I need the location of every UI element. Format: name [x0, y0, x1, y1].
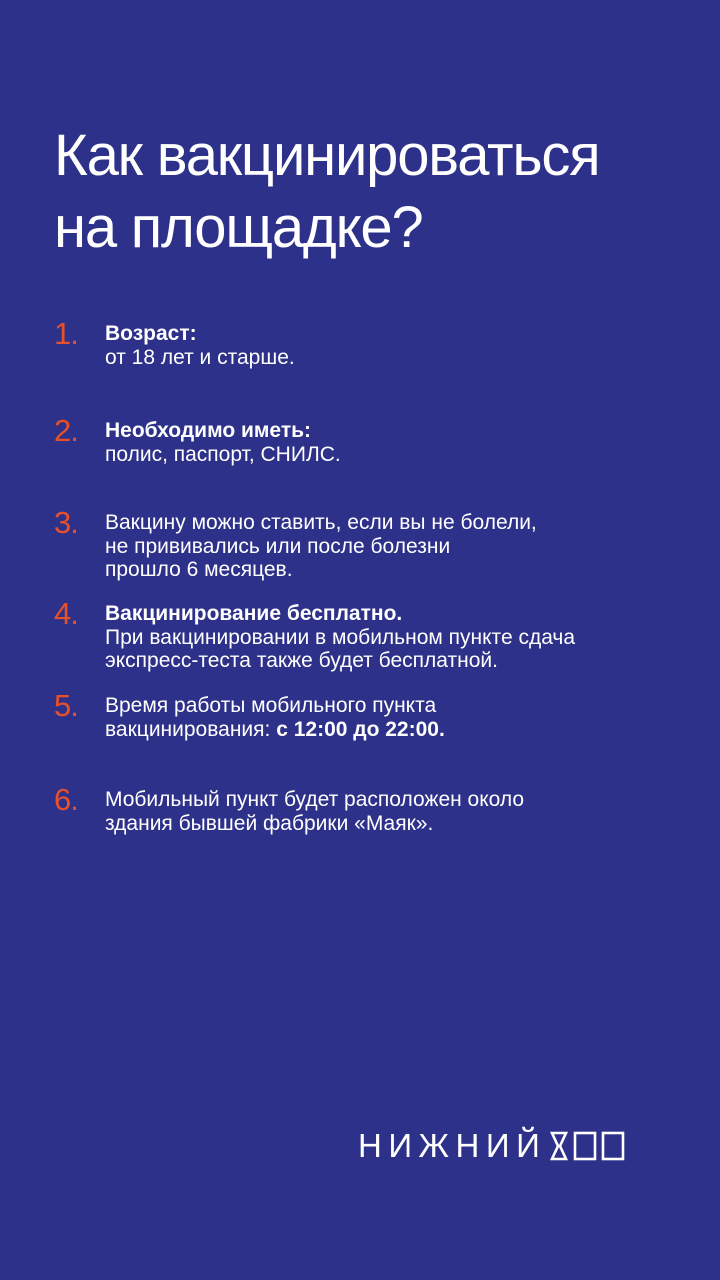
hours-value: с 12:00 до 22:00.: [276, 717, 445, 741]
item-line: прошло 6 месяцев.: [105, 558, 293, 581]
item-text: [105, 694, 685, 741]
item-line: Вакцину можно ставить, если вы не болели,: [105, 511, 537, 534]
item-text: [105, 419, 685, 466]
item-line: не прививались или после болезни: [105, 534, 451, 558]
hours-prefix: вакцинирования:: [105, 717, 277, 741]
nizhny-800-mark-icon: [548, 1130, 626, 1162]
logo-text: НИЖНИЙ: [358, 1127, 547, 1164]
item-number: 3.: [54, 505, 78, 540]
item-line: здания бывшей фабрики «Маяк».: [105, 811, 434, 835]
item-text: [105, 322, 685, 369]
page-title: [54, 120, 694, 264]
item-line: При вакцинировании в мобильном пункте сдача: [105, 625, 576, 649]
item-line: Время работы мобильного пункта: [105, 694, 437, 717]
item-text: [105, 788, 685, 835]
item-number: 4.: [54, 596, 78, 631]
item-number: 2.: [54, 413, 78, 448]
item-heading: Возраст:: [105, 322, 197, 345]
item-text: [105, 511, 685, 582]
item-number: 6.: [54, 782, 78, 817]
title-line-2: на площадке?: [54, 195, 423, 260]
item-number: 1.: [54, 316, 78, 351]
brand-logo: [358, 1128, 626, 1164]
item-heading: Необходимо иметь:: [105, 419, 312, 442]
item-heading: Вакцинирование бесплатно.: [105, 602, 403, 625]
item-line-hours: [105, 718, 685, 742]
item-line: Мобильный пункт будет расположен около: [105, 788, 525, 811]
item-number: 5.: [54, 688, 78, 723]
item-text: [105, 602, 685, 673]
item-line: полис, паспорт, СНИЛС.: [105, 442, 341, 466]
title-line-1: Как вакцинироваться: [54, 123, 600, 188]
item-line: от 18 лет и старше.: [105, 345, 295, 369]
item-line: экспресс-теста также будет бесплатной.: [105, 649, 498, 672]
